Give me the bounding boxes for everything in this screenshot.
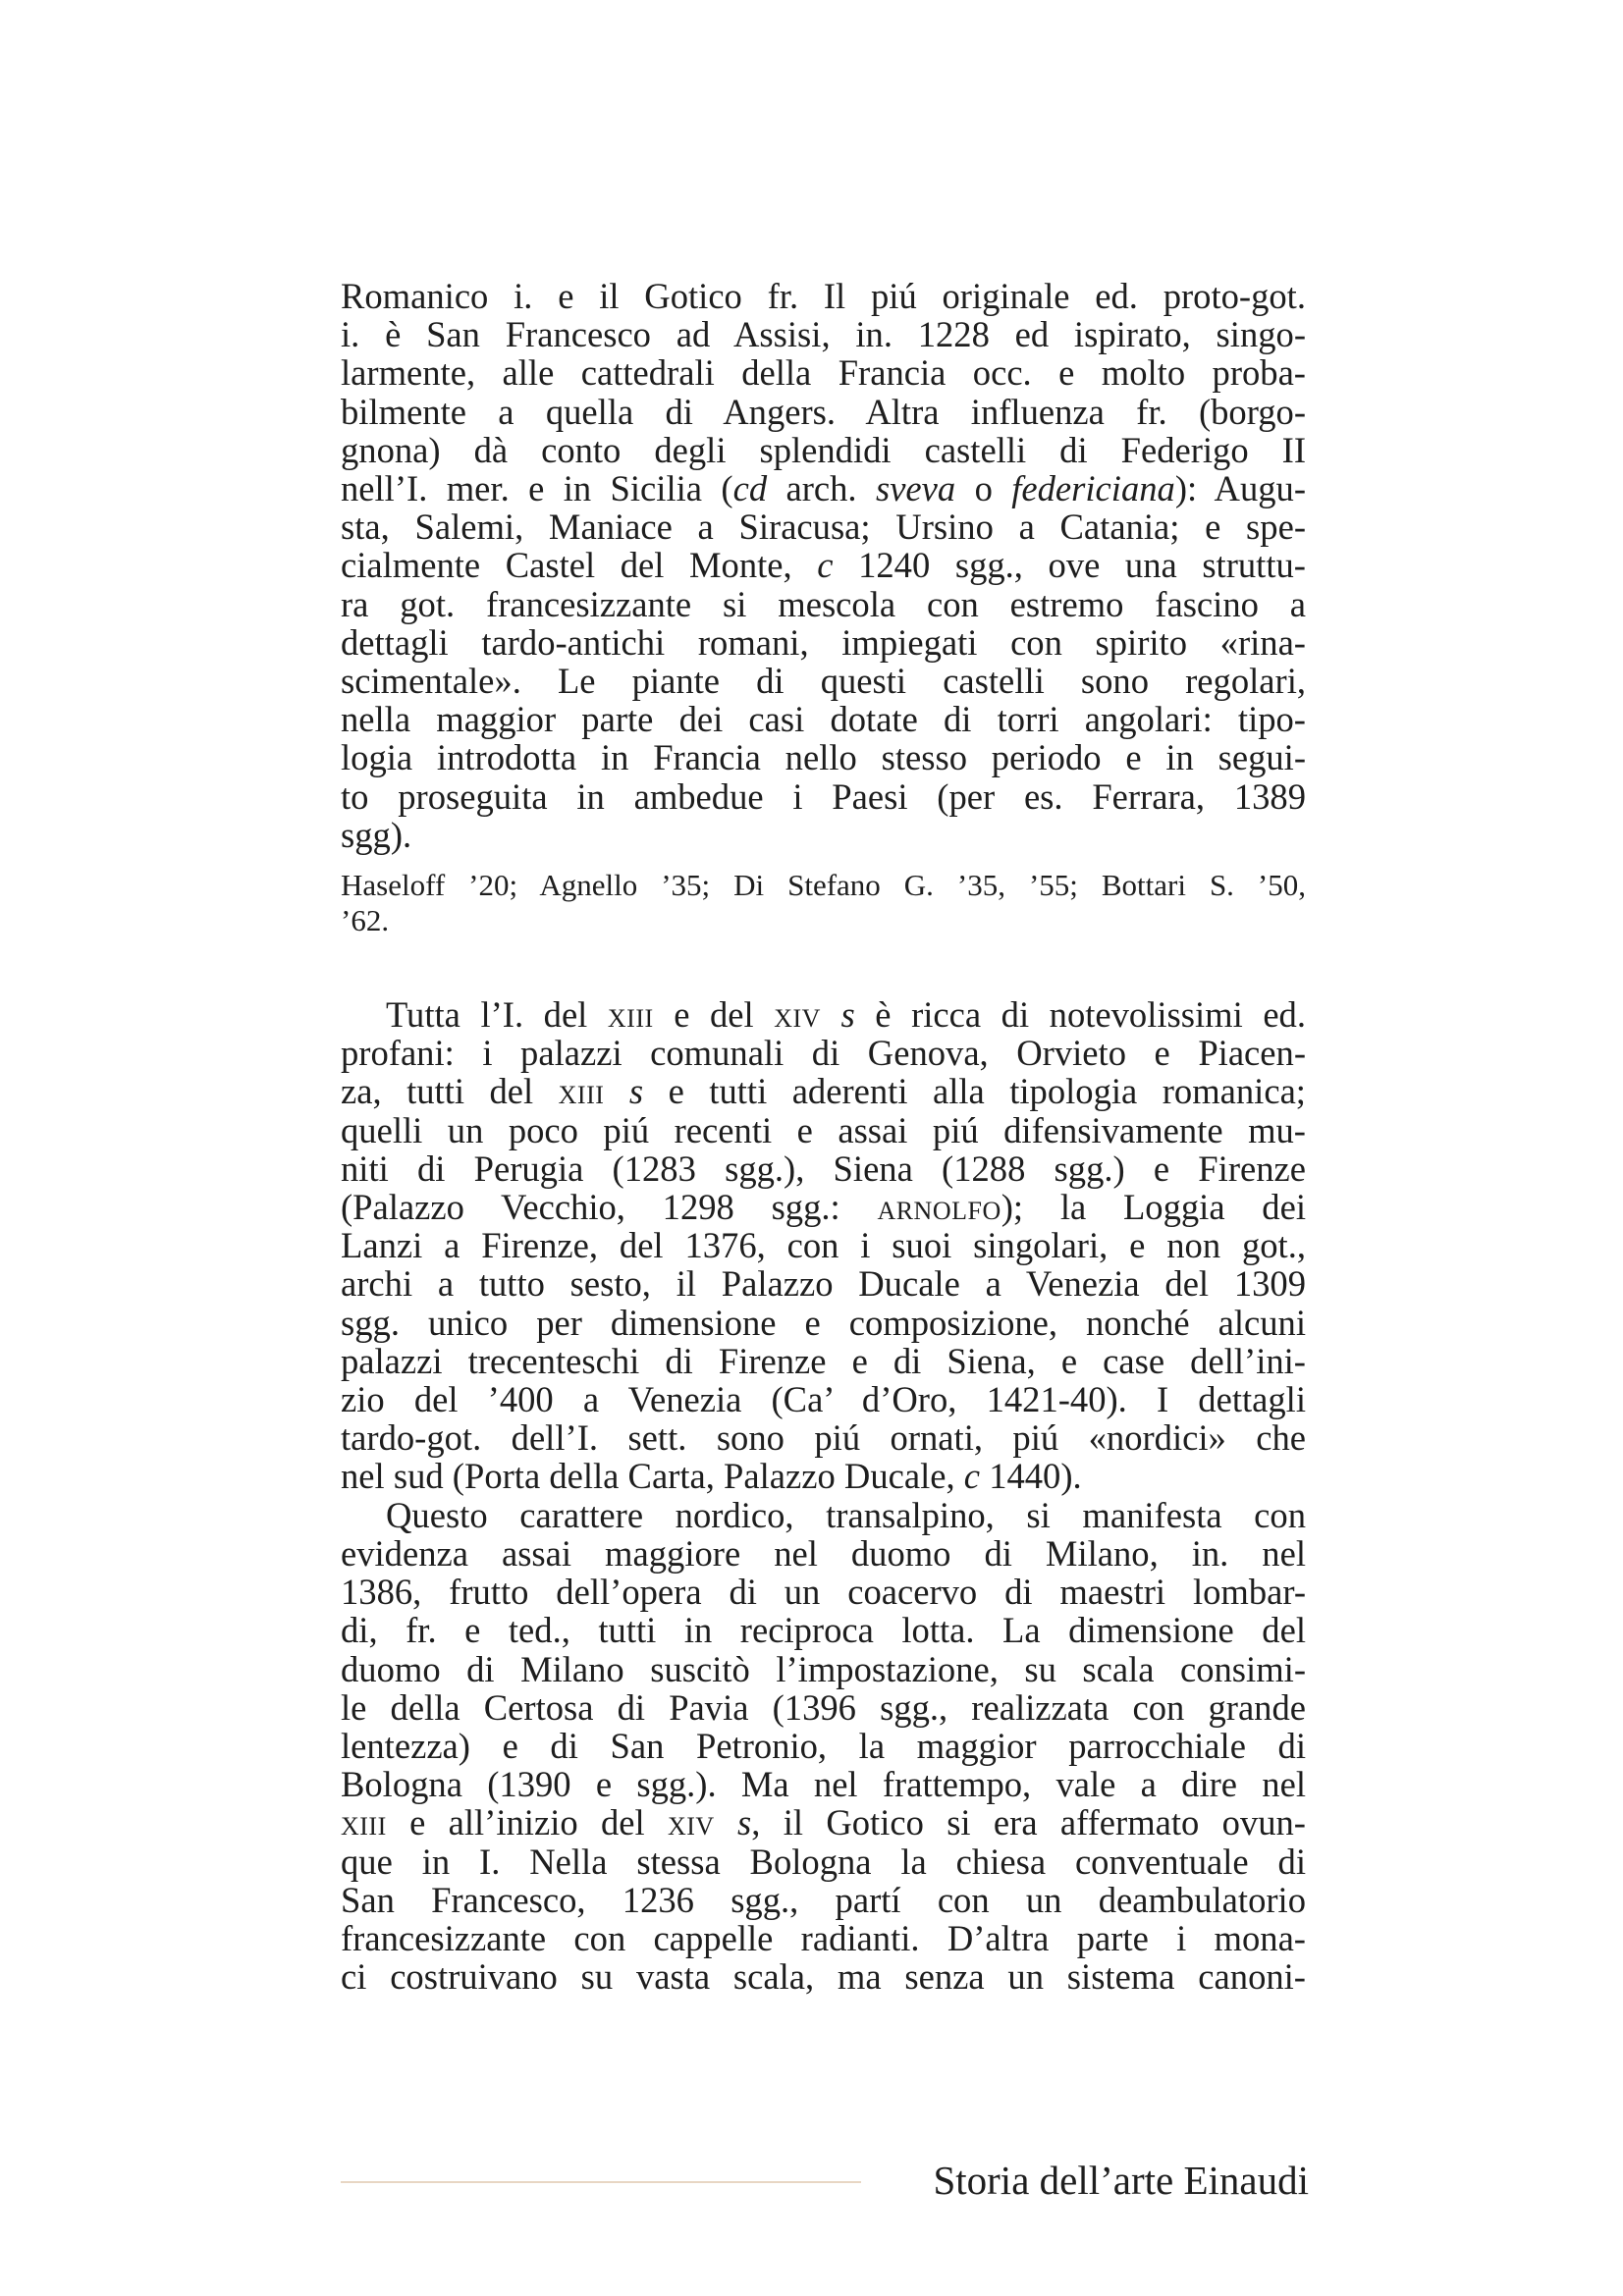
italic-run: s <box>737 1802 752 1843</box>
text-run <box>821 994 841 1035</box>
text-run: 1440). <box>980 1456 1082 1497</box>
italic-run: cd <box>732 468 768 509</box>
text-line: le della Certosa di Pavia (1396 sgg., realizzata con grande <box>341 1686 1306 1728</box>
text-line: niti di Perugia (1283 sgg.), Siena (1288 sgg.) e Firenze <box>341 1148 1306 1189</box>
text-line: Lanzi a Firenze, del 1376, con i suoi singolari, e non got., <box>341 1225 1306 1266</box>
text-line: logia introdotta in Francia nello stesso periodo e in segui- <box>341 737 1306 778</box>
text-line <box>341 469 1306 507</box>
text-line <box>341 546 1306 584</box>
text-run: è ricca di notevolissimi ed. <box>854 994 1306 1036</box>
italic-run: sveva <box>875 468 956 509</box>
text-line: San Francesco, 1236 sgg., partí con un deambulatorio <box>341 1879 1306 1920</box>
text-line: francesizzante con cappelle radianti. D’altra parte i mona- <box>341 1917 1306 1958</box>
text-run: 1240 sgg., ove una struttu- <box>833 545 1306 586</box>
text-run: ); la Loggia dei <box>1001 1187 1306 1228</box>
text-line: tardo-got. dell’I. sett. sono piú ornati, piú «nordici» che <box>341 1417 1306 1459</box>
text-line: ci costruivano su vasta scala, ma senza un sistema canoni- <box>341 1956 1306 1998</box>
text-line: lentezza) e di San Petronio, la maggior parrocchiale di <box>341 1725 1306 1766</box>
text-run <box>715 1802 737 1842</box>
text-line: larmente, alle cattedrali della Francia occ. e molto proba- <box>341 352 1306 394</box>
bibliography <box>341 868 1306 938</box>
cross-reference: arnolfo <box>877 1187 1001 1228</box>
bibliography-line: ’62. <box>341 903 390 938</box>
text-line <box>341 1072 1306 1110</box>
text-run: ): Augu- <box>1174 468 1306 509</box>
italic-run: s <box>628 1071 644 1112</box>
text-line: sta, Salemi, Maniace a Siracusa; Ursino a Catania; e spe- <box>341 507 1306 548</box>
text-run: , il Gotico si era affermato ovun- <box>751 1802 1306 1843</box>
text-run: nell’I. mer. e in Sicilia ( <box>341 468 733 509</box>
paragraph-2 <box>341 995 1306 1496</box>
section-gap <box>341 938 1306 995</box>
main-text <box>341 277 1306 1996</box>
italic-run: s <box>840 994 855 1036</box>
text-line: i. è San Francesco ad Assisi, in. 1228 ed ispirato, singo- <box>341 314 1306 355</box>
text-run <box>604 1071 628 1111</box>
text-line: di, fr. e ted., tutti in reciproca lotta. La dimensione del <box>341 1610 1306 1651</box>
text-line <box>341 995 1306 1034</box>
text-run: arch. <box>767 468 876 509</box>
footer-title: Storia dell’arte Einaudi <box>933 2158 1309 2203</box>
italic-run: federiciana <box>1011 468 1175 509</box>
text-line: scimentale». Le piante di questi castelli sono regolari, <box>341 661 1306 702</box>
text-line: Questo carattere nordico, transalpino, si manifesta con <box>386 1494 1306 1535</box>
italic-run: c <box>963 1456 981 1497</box>
text-run: o <box>955 468 1012 509</box>
text-line: quelli un poco piú recenti e assai piú difensivamente mu- <box>341 1109 1306 1150</box>
text-line <box>341 1457 1306 1495</box>
text-line: evidenza assai maggiore nel duomo di Milano, in. nel <box>341 1532 1306 1574</box>
text-line: palazzi trecenteschi di Firenze e di Siena, e case dell’ini- <box>341 1340 1306 1381</box>
text-run: e tutti aderenti alla tipologia romanica; <box>643 1071 1306 1112</box>
text-line: zio del ’400 a Venezia (Ca’ d’Oro, 1421-40). I dettagli <box>341 1379 1306 1420</box>
century-numeral: xiii <box>558 1071 605 1112</box>
text-line: sgg). <box>341 814 412 855</box>
text-line <box>341 1803 1306 1842</box>
text-line: duomo di Milano suscitò l’impostazione, su scala consimi- <box>341 1648 1306 1689</box>
text-line: sgg. unico per dimensione e composizione, nonché alcuni <box>341 1302 1306 1343</box>
text-line: bilmente a quella di Angers. Altra influenza fr. (borgo- <box>341 391 1306 432</box>
bibliography-line: Haseloff ’20; Agnello ’35; Di Stefano G. ’35, ’55; Bottari S. ’50, <box>341 868 1306 903</box>
century-numeral: xiv <box>667 1802 715 1843</box>
century-numeral: xiv <box>774 994 821 1036</box>
text-run: e all’inizio del <box>386 1802 668 1843</box>
text-line: ra got. francesizzante si mescola con estremo fascino a <box>341 583 1306 624</box>
text-line: gnona) dà conto degli splendidi castelli di Federigo II <box>341 429 1306 470</box>
text-line: nella maggior parte dei casi dotate di torri angolari: tipo- <box>341 699 1306 740</box>
italic-run: c <box>817 545 834 586</box>
text-line: profani: i palazzi comunali di Genova, Orvieto e Piacen- <box>341 1033 1306 1074</box>
text-run: Tutta l’I. del <box>386 994 608 1036</box>
text-run: za, tutti del <box>341 1071 559 1112</box>
text-run: cialmente Castel del Monte, <box>341 545 818 586</box>
text-run: (Palazzo Vecchio, 1298 sgg.: <box>341 1187 878 1228</box>
text-line: to proseguita in ambedue i Paesi (per es. Ferrara, 1389 <box>341 775 1306 817</box>
text-line: dettagli tardo-antichi romani, impiegati con spirito «rina- <box>341 621 1306 663</box>
text-line: archi a tutto sesto, il Palazzo Ducale a Venezia del 1309 <box>341 1263 1306 1305</box>
text-line: 1386, frutto dell’opera di un coacervo di maestri lombar- <box>341 1572 1306 1613</box>
text-run: nel sud (Porta della Carta, Palazzo Ducale, <box>341 1456 964 1497</box>
text-line <box>341 1188 1306 1226</box>
century-numeral: xiii <box>607 994 654 1036</box>
paragraph-1 <box>341 277 1306 854</box>
century-numeral: xiii <box>341 1802 387 1843</box>
text-line: Bologna (1390 e sgg.). Ma nel frattempo, vale a dire nel <box>341 1764 1306 1805</box>
text-line: que in I. Nella stessa Bologna la chiesa conventuale di <box>341 1841 1306 1882</box>
text-line: Romanico i. e il Gotico fr. Il piú originale ed. proto-got. <box>341 276 1306 316</box>
text-run: e del <box>653 994 775 1036</box>
footer-rule <box>341 2181 861 2183</box>
paragraph-3 <box>341 1496 1306 1997</box>
